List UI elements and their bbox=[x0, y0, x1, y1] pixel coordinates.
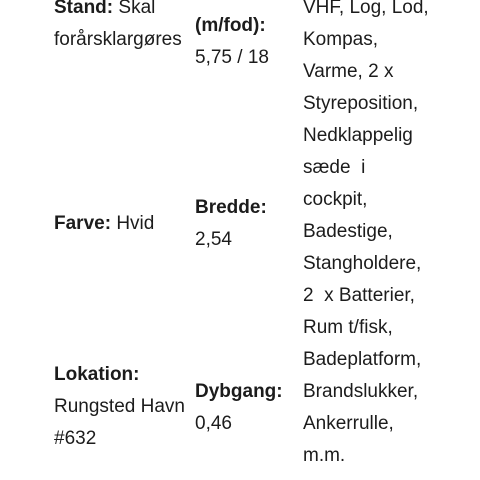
laengde-value: 5,75 / 18 bbox=[195, 47, 269, 68]
udstyr-line: Badestige, bbox=[303, 221, 393, 242]
udstyr-line: Stangholdere, bbox=[303, 253, 422, 274]
lokation-label: Lokation: bbox=[54, 364, 140, 385]
udstyr-line: Nedklappelig bbox=[303, 125, 413, 146]
udstyr-line: Styreposition, bbox=[303, 93, 419, 114]
dybgang-label: Dybgang: bbox=[195, 381, 283, 402]
udstyr-line: VHF, Log, Lod, bbox=[303, 0, 429, 18]
stand-row bbox=[54, 0, 196, 24]
laengde-label: (m/fod): bbox=[195, 15, 266, 36]
bredde-label: Bredde: bbox=[195, 197, 267, 218]
spec-bredde bbox=[195, 192, 295, 256]
spec-laengde bbox=[195, 10, 295, 74]
udstyr-line: Ankerrulle, bbox=[303, 413, 394, 434]
udstyr-line: cockpit, bbox=[303, 189, 368, 210]
spec-udstyr bbox=[303, 0, 480, 472]
spec-dybgang bbox=[195, 376, 295, 440]
stand-value-line1: Skal bbox=[118, 0, 156, 18]
stand-label: Stand: bbox=[54, 0, 114, 18]
farve-label: Farve: bbox=[54, 213, 112, 234]
spec-farve bbox=[54, 208, 196, 240]
udstyr-line: sæde i bbox=[303, 157, 366, 178]
udstyr-line: Badeplatform, bbox=[303, 349, 422, 370]
udstyr-line: Varme, 2 x bbox=[303, 61, 394, 82]
spec-stand bbox=[54, 0, 196, 56]
lokation-value-line1: Rungsted Havn bbox=[54, 396, 185, 417]
udstyr-line: Rum t/fisk, bbox=[303, 317, 393, 338]
stand-value-line2: forårsklargøres bbox=[54, 29, 182, 50]
lokation-value-line2: #632 bbox=[54, 428, 97, 449]
udstyr-line: Brandslukker, bbox=[303, 381, 419, 402]
udstyr-line: m.m. bbox=[303, 445, 346, 466]
udstyr-line: 2 x Batterier, bbox=[303, 285, 415, 306]
bredde-value: 2,54 bbox=[195, 229, 232, 250]
spec-lokation bbox=[54, 359, 196, 455]
dybgang-value: 0,46 bbox=[195, 413, 232, 434]
udstyr-line: Kompas, bbox=[303, 29, 378, 50]
farve-value: Hvid bbox=[116, 213, 155, 234]
